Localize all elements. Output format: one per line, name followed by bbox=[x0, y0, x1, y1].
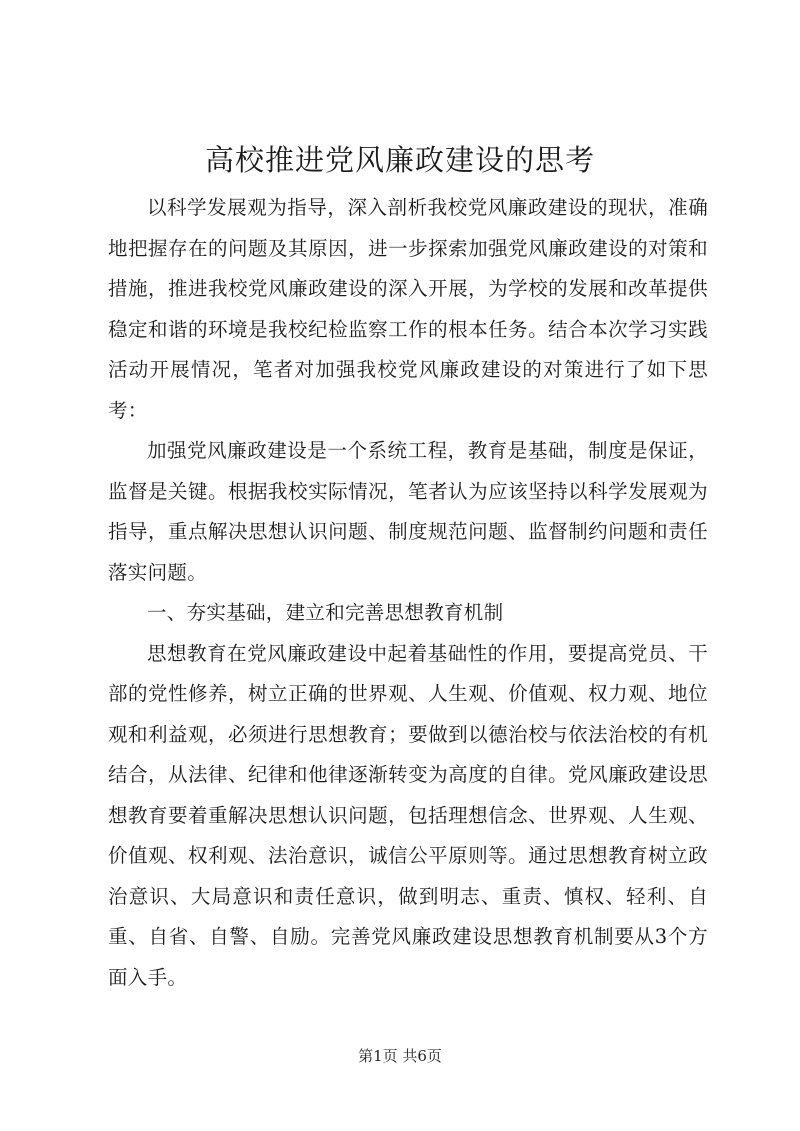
paragraph-overview: 加强党风廉政建设是一个系统工程，教育是基础，制度是保证，监督是关键。根据我校实际情况，笔者认为应该坚持以科学发展观为指导，重点解决思想认识问题、制度规范问题、监督制约问题和责任落实问题。 bbox=[108, 439, 708, 584]
document-title: 高校推进党风廉政建设的思考 bbox=[204, 143, 595, 177]
paragraph-intro: 以科学发展观为指导，深入剖析我校党风廉政建设的现状，准确地把握存在的问题及其原因，进一步探索加强党风廉政建设的对策和措施，推进我校党风廉政建设的深入开展，为学校的发展和改革提供稳定和谐的环境是我校纪检监察工作的根本任务。结合本次学习实践活动开展情况，笔者对加强我校党风廉政建设的对策进行了如下思考： bbox=[108, 196, 708, 422]
page-number-footer: 第1页 共6页 bbox=[358, 1047, 442, 1065]
paragraph-education: 思想教育在党风廉政建设中起着基础性的作用，要提高党员、干部的党性修养，树立正确的世界观、人生观、价值观、权力观、地位观和利益观，必须进行思想教育；要做到以德治校与依法治校的有机结合，从法律、纪律和他律逐渐转变为高度的自律。党风廉政建设思想教育要着重解决思想认识问题，包括理想信念、世界观、人生观、价值观、权利观、法治意识，诚信公平原则等。通过思想教育树立政治意识、大局意识和责任意识，做到明志、重责、慎权、轻利、自重、自省、自警、自励。完善党风廉政建设思想教育机制要从3个方面入手。 bbox=[108, 641, 708, 989]
section-heading-1: 一、夯实基础，建立和完善思想教育机制 bbox=[147, 601, 504, 624]
document-body bbox=[108, 188, 708, 998]
